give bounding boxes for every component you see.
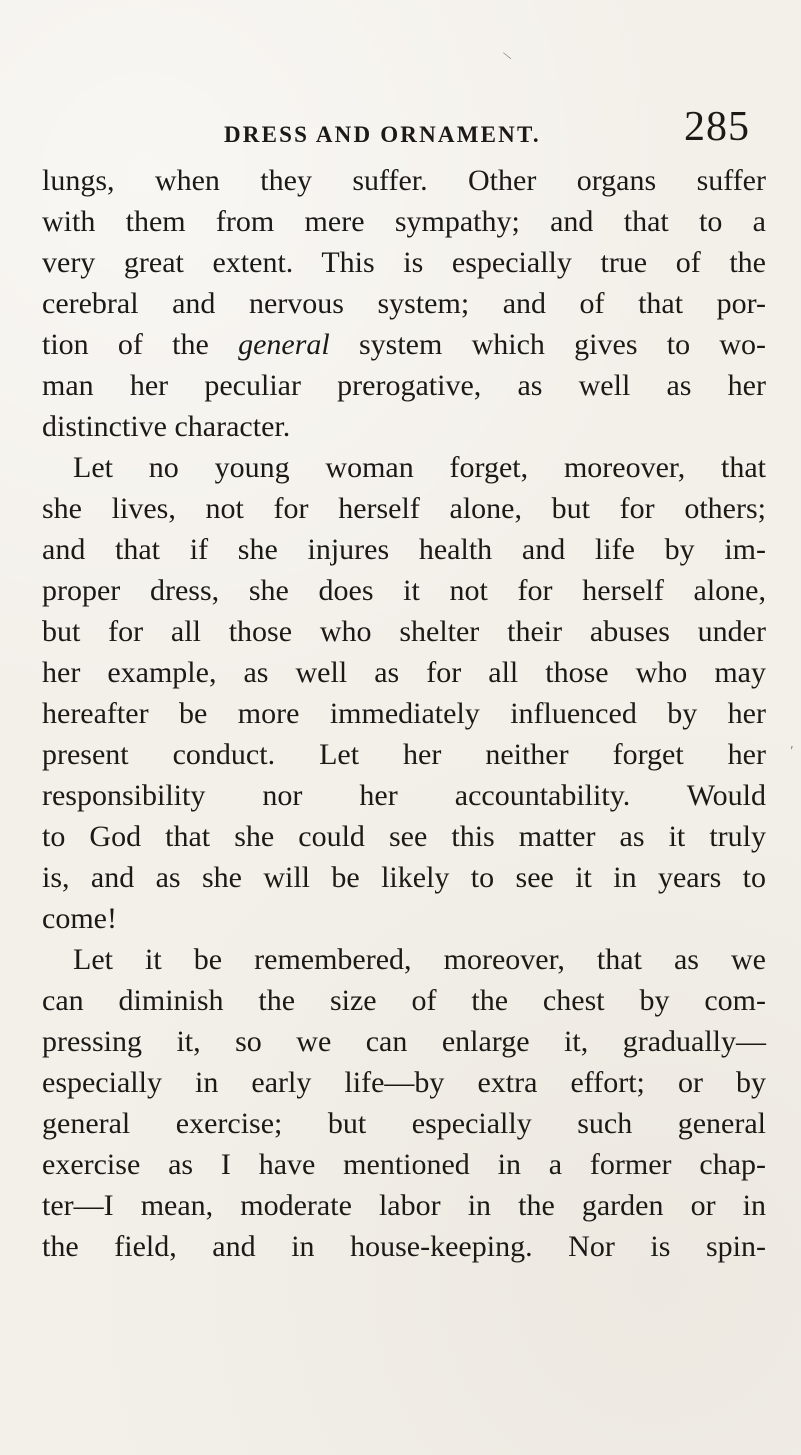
- text-line: hereafter be more immediately influenced by her: [42, 697, 766, 730]
- page-header: [0, 103, 801, 161]
- paragraph-3: [42, 939, 766, 1267]
- text-line: [42, 324, 766, 365]
- text-line: come!: [42, 902, 117, 935]
- text-line: man her peculiar prerogative, as well as her: [42, 369, 766, 402]
- text-line: and that if she injures health and life by im-: [42, 533, 766, 566]
- running-head: DRESS AND ORNAMENT.: [224, 122, 541, 147]
- text-line: pressing it, so we can enlarge it, gradually—: [42, 1025, 766, 1058]
- text-line: responsibility nor her accountability. Would: [42, 779, 766, 812]
- print-mark-side: ': [786, 744, 794, 760]
- text-line: the field, and in house-keeping. Nor is spin-: [42, 1230, 766, 1263]
- body-text: [42, 160, 766, 1267]
- text-line: exercise as I have mentioned in a former chap-: [42, 1148, 766, 1181]
- text-line: with them from mere sympathy; and that to a: [42, 205, 766, 238]
- text-line: very great extent. This is especially true of the: [42, 246, 766, 279]
- text-line: cerebral and nervous system; and of that por-: [42, 287, 766, 320]
- text-line: can diminish the size of the chest by com-: [42, 984, 766, 1017]
- text-line: she lives, not for herself alone, but for others;: [42, 492, 766, 525]
- text-line: ter—I mean, moderate labor in the garden or in: [42, 1189, 766, 1222]
- text-line: distinctive character.: [42, 410, 291, 443]
- text-line: Let no young woman forget, moreover, that: [73, 451, 766, 484]
- text-line: is, and as she will be likely to see it in years to: [42, 861, 766, 894]
- page-number: 285: [684, 104, 750, 150]
- text-line: Let it be remembered, moreover, that as we: [73, 943, 766, 976]
- text-line: to God that she could see this matter as it truly: [42, 820, 766, 853]
- text-line: her example, as well as for all those who may: [42, 656, 766, 689]
- text-line: present conduct. Let her neither forget her: [42, 738, 766, 771]
- text-line: general exercise; but especially such general: [42, 1107, 766, 1140]
- text-segment: tion of the: [42, 328, 239, 361]
- emphasized-word: general: [238, 328, 330, 361]
- print-mark-top: \: [502, 49, 514, 64]
- text-line: lungs, when they suffer. Other organs suffer: [42, 164, 766, 197]
- paragraph-1: [42, 160, 766, 447]
- text-line: especially in early life—by extra effort; or by: [42, 1066, 766, 1099]
- paragraph-2: [42, 447, 766, 939]
- text-line: proper dress, she does it not for herself alone,: [42, 574, 766, 607]
- text-line: but for all those who shelter their abuses under: [42, 615, 766, 648]
- text-segment: system which gives to wo-: [359, 328, 767, 361]
